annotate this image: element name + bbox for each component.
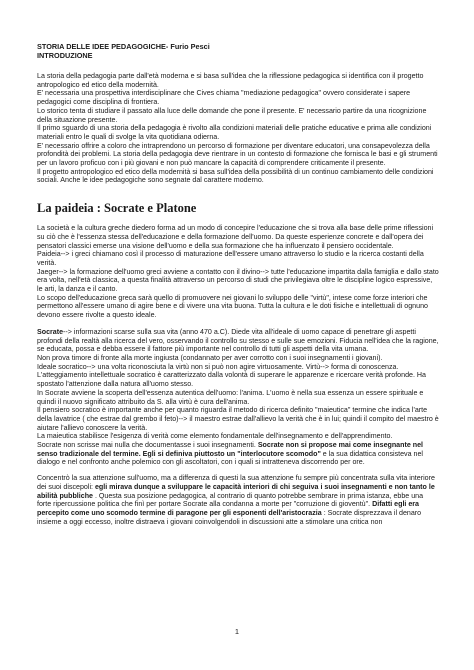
text-run: e la sua didattica consisteva nel dialogo e nel confronto anche polemico con gli ascoltatori, con i quali si intratteneva discorrendo per ore.: [37, 449, 423, 467]
page-number: 1: [234, 627, 240, 636]
body-paragraph: La società e la cultura greche diedero forma ad un modo di concepire l'educazione che si trova alla base delle prime riflessioni su ciò che è l'essenza stessa dell'educazione e della formazione dell'uomo. Da queste esperienze concrete e dall'opera dei pensatori classici emerse una visione dell'uomo e della sua formazione che ha influenzato il pensiero occidentale.: [37, 224, 434, 250]
text-run: : Socrate disprezzava il denaro insieme a oggi eccesso, inoltre distraeva i giovani coinvolgendoli in discussioni atte a stimolare una critica non: [37, 508, 422, 526]
text-run: . Questa sua posizione pedagogica, al contrario di quanto potrebbe sembrare in prima istanza, ebbe una forte ripercussione politica che finì per portare Socrate alla condanna a morte per "corruzione di gioventù".: [37, 491, 424, 509]
section-heading: La paideia : Socrate e Platone: [37, 201, 197, 216]
intro-paragraph: Il progetto antropologico ed etico della modernità si basa sull'idea della possibilità di un continuo cambiamento delle condizioni sociali. Anche le idee pedagogiche sono segnate dal carattere moderno.: [37, 167, 434, 185]
body-paragraph: In Socrate avviene la scoperta dell'essenza autentica dell'uomo: l'anima. L'uomo è nella sua essenza un essere spirituale e quindi il nuovo significato attribuito da S. alla virtù è cura dell'anima.: [37, 388, 424, 406]
body-paragraph: Jaeger--> la formazione dell'uomo greci avviene a contatto con il divino--> tutte l'educazione impartita dalla famiglia e dallo stato era volta, nell'età classica, a questa finalità attraverso un percorso di studi che privilegiava oltre le discipline logico espressive, le arti, la danza e il canto.: [37, 267, 439, 294]
body-paragraph: Lo scopo dell'educazione greca sarà quello di promuovere nei giovani lo sviluppo delle "virtù", intese come forze interiori che permettono all'essere umano di agire bene e di vivere una vita buona. Tutta la cultura e le doti fisiche e intellettuali di ognuno devono essere rivolte a questo ideale.: [37, 293, 428, 320]
page-content: [37, 42, 439, 526]
intro-paragraph: Lo storico tenta di studiare il passato alla luce delle domande che pone il presente. E' necessario partire da una ricognizione della situazione presente.: [37, 106, 427, 124]
intro-paragraph: Il primo sguardo di una storia della pedagogia è rivolto alla condizioni materiali delle pratiche educative e prima alle condizioni materiali entro le quali di svolge la vita quotidiana odierna.: [37, 124, 432, 141]
document-subtitle: INTRODUZIONE: [37, 51, 93, 60]
text-run: Concentrò la sua attenzione sull'uomo, ma a differenza di questi la sua attenzione fu sempre più concentrata sulla vita interiore dei suoi discepoli:: [37, 474, 435, 491]
introduction-section: [37, 72, 439, 185]
intro-paragraph: La storia della pedagogia parte dall'età moderna e si basa sull'idea che la riflessione pedagogica si identifica con il progetto antropologico ed etico della modernità.: [37, 72, 424, 89]
bold-text-run: egli mirava dunque a sviluppare le capacità interiori di chi seguiva i suoi insegnamenti e non tanto le abilità pubbliche: [37, 482, 435, 500]
inner-life-paragraph: [37, 474, 439, 526]
body-paragraph: La maieutica stabilisce l'esigenza di verità come elemento fondamentale dell'insegnamento e dell'apprendimento.: [37, 432, 393, 441]
intro-paragraph: E' necessaria una prospettiva interdisciplinare che Cives chiama "mediazione pedagogica" ovvero considerate i sapere pedagogici come disciplina di frontiera.: [37, 89, 411, 107]
socrates-label: Socrate: [37, 327, 64, 336]
socrates-paragraph: [37, 328, 439, 354]
body-paragraph: Paideia--> i greci chiamano così il processo di maturazione dell'essere umano attraverso lo studio e la ricerca costanti della verità.: [37, 250, 424, 267]
body-paragraph: Ideale socratico--> una volta riconosciuta la virtù non si può non agire virtuosamente. Virtù--> forma di conoscenza. L'atteggiamento intellettuale socratico è caratterizzato dalla volontà di superare le apparenze e ricercare verità profonde. Ha spostato l'attenzione dalla natura all'uomo stesso.: [37, 362, 426, 389]
socrates-text: --> informazioni scarse sulla sua vita (anno 470 a.C). Diede vita all'ideale di uomo capace di penetrare gli aspetti profondi della realtà alla ricerca del vero, osservando il controllo su stesso e sulle sue emozioni. Fiducia nell'idea che la ragione, se educata, possa e debba essere il fattore più importante nel controllo di tutti gli aspetti della vita umana.: [37, 327, 439, 354]
bold-text-run: Socrate non si propose mai come insegnante nel senso tradizionale del termine. Egli si definiva piuttosto un "interlocutore scomodo": [37, 441, 423, 458]
body-paragraph: Il pensiero socratico è importante anche per quanto riguarda il metodo di ricerca definito "maieutica" termine che indica l'arte della lavatrice ( che estrae dal grembo il feto)--> il maestro estrae dall'allievo la verità che è in lui; quindi il compito del maestro è aiutare l'allievo conoscere la verità.: [37, 406, 439, 432]
text-run: Socrate non scrisse mai nulla che documentasse i suoi insegnamenti.: [37, 441, 258, 450]
socrates-teaching-paragraph: [37, 441, 439, 467]
intro-paragraph: E' necessario offrire a coloro che intraprendono un percorso di formazione per diventare educatori, una consapevolezza della profondità dei problemi. La storia della pedagogia deve rientrare in un contesto di formazione che fornisca le basi e gli strumenti per un lavoro proficuo con i più giovani e non può mancare la capacità di comprendere criticamente il presente.: [37, 141, 438, 168]
body-paragraph: Non prova timore di fronte alla morte ingiusta (condannato per aver corrotto con i suoi insegnamenti i giovani).: [37, 353, 383, 362]
bold-text-run: Difatti egli era percepito come uno scomodo termine di paragone per gli esponenti dell'aristocrazia: [37, 500, 420, 517]
document-title: STORIA DELLE IDEE PEDAGOGICHE- Furio Pesci: [37, 42, 210, 51]
paideia-section: [37, 224, 439, 526]
